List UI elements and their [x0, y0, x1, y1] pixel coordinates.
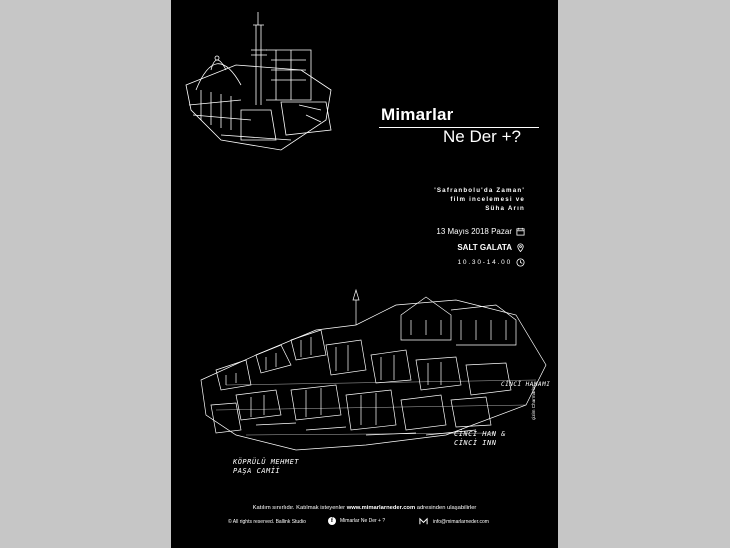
- label-camii-line2: PAŞA CAMİİ: [233, 467, 281, 475]
- website-link[interactable]: www.mimarlarneder.com: [346, 505, 416, 511]
- footer: [171, 517, 558, 529]
- label-cinci-han: [454, 430, 506, 448]
- title-line-2: Ne Der +?: [443, 127, 521, 146]
- clock-icon: [516, 258, 525, 267]
- label-camii-line1: KÖPRÜLÜ MEHMET: [233, 458, 300, 466]
- place-text: SALT GALATA: [457, 243, 512, 252]
- participation-note: [171, 505, 558, 511]
- mail-icon: [419, 517, 428, 526]
- calendar-icon: [516, 227, 525, 236]
- event-place: [457, 243, 525, 252]
- subtitle-line: film incelemesi ve: [450, 196, 525, 203]
- subtitle-line: 'Safranbolu'da Zaman': [434, 187, 525, 194]
- note-text-after: adresinden ulaşabilirler: [415, 505, 477, 511]
- copyright: © All rights reserved. Ballink Studio: [228, 519, 306, 525]
- subtitle-line: Süha Arın: [485, 205, 525, 212]
- label-cinci-han-line1: CİNCİ HAN &: [454, 430, 506, 438]
- mosque-sketch: [181, 10, 341, 160]
- label-cinci-han-line2: CİNCİ INN: [454, 439, 497, 447]
- facebook-label: Mimarlar Ne Der + ?: [340, 518, 386, 524]
- facebook-icon: f: [328, 517, 336, 525]
- location-pin-icon: [516, 243, 525, 252]
- label-koprulu-camii: [233, 458, 299, 476]
- label-cinci-hamami: CİNCİ HAMAMI: [501, 381, 551, 388]
- note-text-before: Katılım sınırlıdır. Katılmak isteyenler: [252, 505, 347, 511]
- event-date: [436, 227, 525, 236]
- title-line-1: Mimarlar: [381, 105, 454, 124]
- sketch-credit: çizim Charmarlos: [531, 384, 536, 420]
- poster: [171, 0, 558, 548]
- email-link[interactable]: [419, 517, 489, 526]
- date-text: 13 Mayıs 2018 Pazar: [436, 227, 512, 236]
- time-text: 10.30-14.00: [457, 259, 512, 266]
- title-block: [381, 105, 541, 146]
- facebook-link[interactable]: [328, 517, 385, 525]
- email-text: info@mimarlarneder.com: [433, 518, 489, 525]
- event-subtitle: [434, 186, 525, 213]
- event-time: [458, 258, 526, 267]
